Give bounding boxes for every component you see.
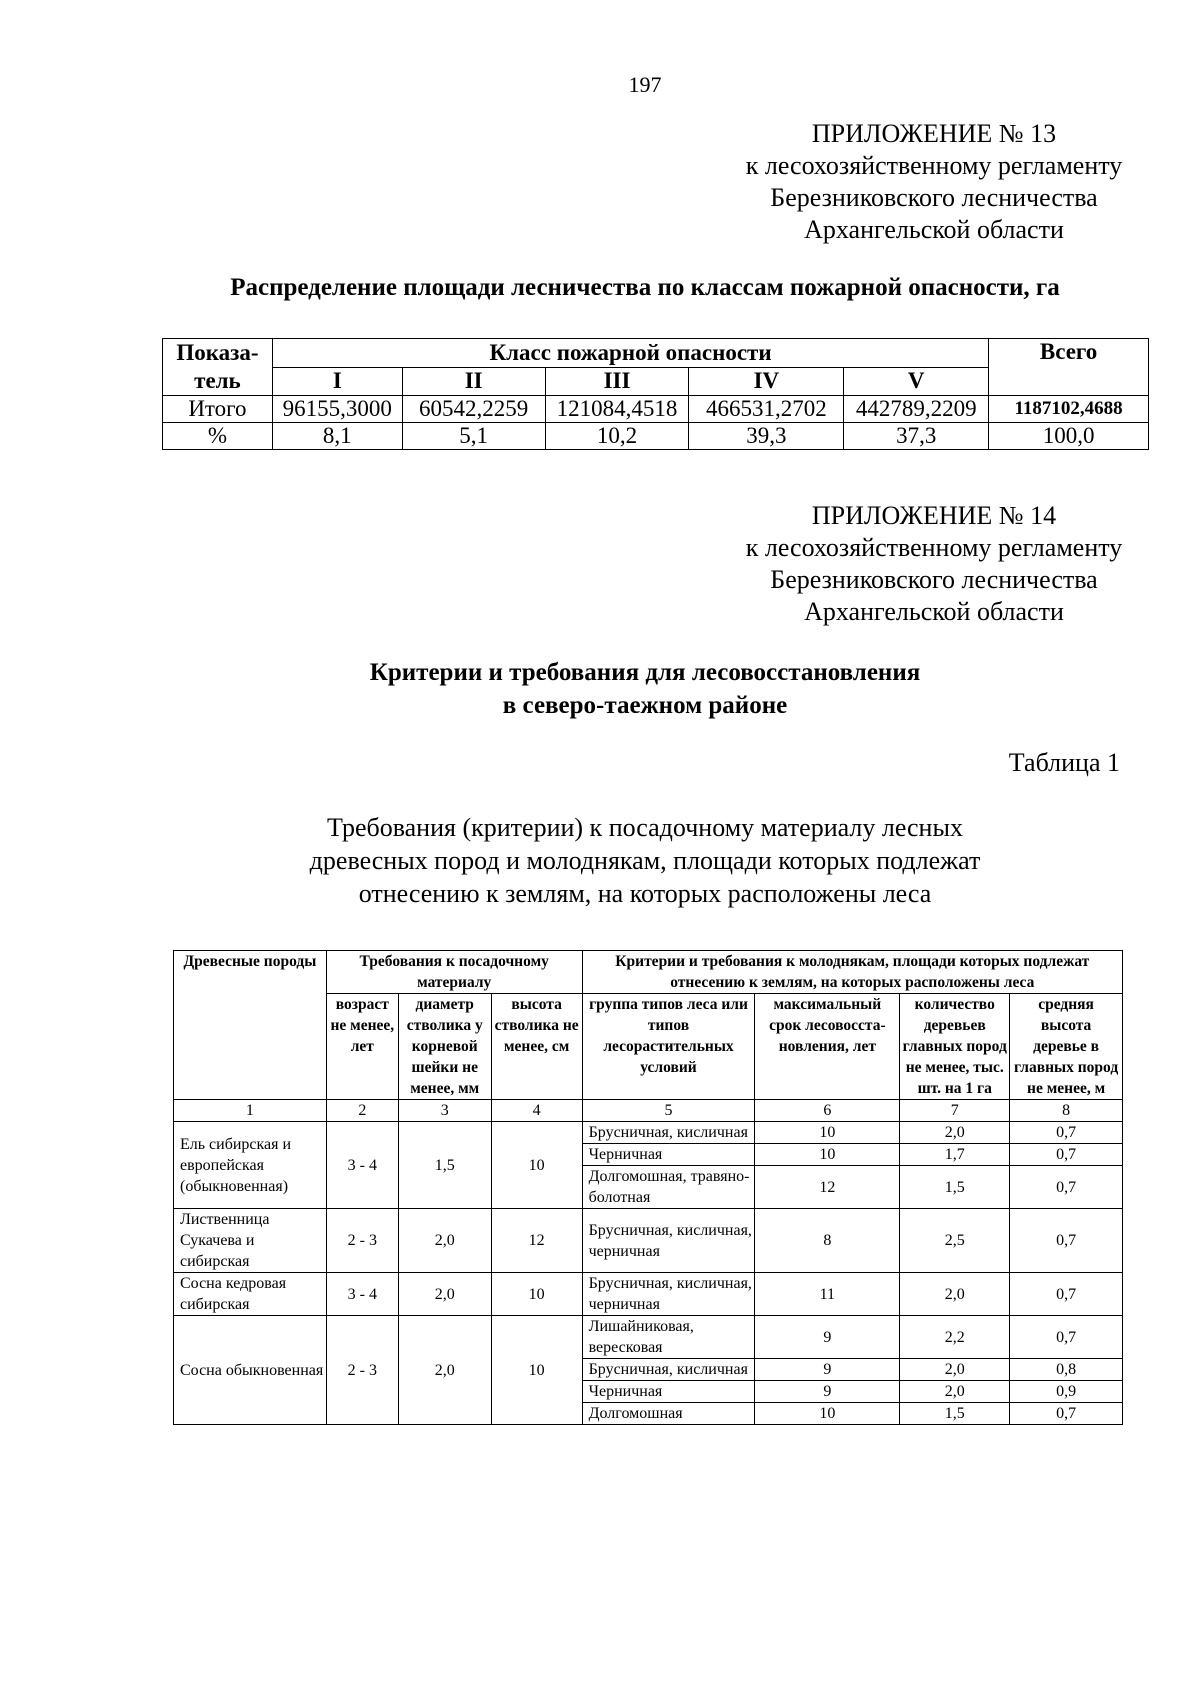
row-label: %: [163, 423, 273, 450]
height-cell: 10: [491, 1122, 582, 1209]
caption-line: древесных пород и молоднякам, площади которых подлежат: [309, 846, 981, 875]
header-max-term: максимальный срок лесовосста-новления, лет: [755, 994, 900, 1100]
height-cell: 10: [491, 1273, 582, 1316]
term-cell: 9: [755, 1359, 900, 1381]
forest-type-cell: Долгомошная, травяно-болотная: [582, 1166, 755, 1209]
count-cell: 2,0: [900, 1359, 1010, 1381]
term-cell: 12: [755, 1166, 900, 1209]
header-forest-type: группа типов леса или типов лесорастительных условий: [582, 994, 755, 1100]
forest-type-cell: Долгомошная: [582, 1403, 755, 1425]
table-cell: 39,3: [689, 423, 844, 450]
header-diameter: диаметр стволика у корневой шейки не менее, мм: [398, 994, 491, 1100]
avg-height-cell: 0,8: [1010, 1359, 1123, 1381]
header-height: высота стволика не менее, см: [491, 994, 582, 1100]
page-number: 197: [628, 72, 662, 97]
term-cell: 8: [755, 1209, 900, 1273]
table-cell: 442789,2209: [844, 396, 989, 423]
avg-height-cell: 0,7: [1010, 1144, 1123, 1166]
class-header: II: [402, 367, 545, 396]
class-header: I: [272, 367, 402, 396]
table-cell: 60542,2259: [402, 396, 545, 423]
avg-height-cell: 0,7: [1010, 1403, 1123, 1425]
avg-height-cell: 0,7: [1010, 1273, 1123, 1316]
column-number: 6: [755, 1100, 900, 1122]
diameter-cell: 1,5: [398, 1122, 491, 1209]
height-cell: 12: [491, 1209, 582, 1273]
count-cell: 2,0: [900, 1122, 1010, 1144]
reforestation-criteria-table: [173, 950, 1123, 1425]
table-cell: 37,3: [844, 423, 989, 450]
appendix-14-line: Архангельской области: [804, 597, 1064, 626]
criteria-title: [0, 656, 1200, 722]
header-species: Древесные породы: [174, 951, 327, 1100]
term-cell: 10: [755, 1403, 900, 1425]
column-number: 8: [1010, 1100, 1123, 1122]
header-age: возраст не менее, лет: [326, 994, 398, 1100]
forest-type-cell: Брусничная, кисличная, черничная: [582, 1209, 755, 1273]
caption-line: отнесению к землям, на которых расположены леса: [358, 879, 932, 908]
species-cell: Ель сибирская и европейская (обыкновенная): [174, 1122, 327, 1209]
count-cell: 2,2: [900, 1316, 1010, 1359]
diameter-cell: 2,0: [398, 1209, 491, 1273]
appendix-13-header: [704, 118, 1164, 246]
count-cell: 2,5: [900, 1209, 1010, 1273]
height-cell: 10: [491, 1316, 582, 1425]
appendix-14-header: [704, 500, 1164, 628]
table-cell: 10,2: [545, 423, 689, 450]
appendix-14-line: ПРИЛОЖЕНИЕ № 14: [811, 501, 1057, 530]
row-label: Итого: [163, 396, 273, 423]
avg-height-cell: 0,7: [1010, 1209, 1123, 1273]
table-cell: 8,1: [272, 423, 402, 450]
forest-type-cell: Черничная: [582, 1144, 755, 1166]
header-planting: Требования к посадочному материалу: [326, 951, 582, 994]
header-total: Всего: [989, 339, 1149, 396]
caption-line: Требования (критерии) к посадочному материалу лесных: [327, 813, 963, 842]
species-cell: Сосна обыкновенная: [174, 1316, 327, 1425]
header-indicator: [163, 339, 273, 396]
class-header: III: [545, 367, 689, 396]
table-cell: 121084,4518: [545, 396, 689, 423]
table-label: Таблица 1: [1008, 748, 1120, 777]
age-cell: 3 - 4: [326, 1122, 398, 1209]
header-fire-class: Класс пожарной опасности: [272, 339, 988, 368]
table2-caption: [0, 811, 1200, 910]
diameter-cell: 2,0: [398, 1316, 491, 1425]
avg-height-cell: 0,7: [1010, 1122, 1123, 1144]
header-indicator-line: Показа-: [176, 340, 259, 365]
table-row: [163, 423, 1149, 450]
table-row: [174, 1122, 1123, 1144]
table-row: [174, 1273, 1123, 1316]
total-cell: 100,0: [989, 423, 1149, 450]
class-header: IV: [689, 367, 844, 396]
age-cell: 2 - 3: [326, 1316, 398, 1425]
appendix-13-line: Березниковского лесничества: [770, 183, 1098, 212]
forest-type-cell: Черничная: [582, 1381, 755, 1403]
count-cell: 2,0: [900, 1273, 1010, 1316]
table-row: [163, 396, 1149, 423]
criteria-title-line: в северо-таежном районе: [502, 692, 788, 719]
column-number: 3: [398, 1100, 491, 1122]
forest-type-cell: Брусничная, кисличная, черничная: [582, 1273, 755, 1316]
total-cell: 1187102,4688: [989, 396, 1149, 423]
avg-height-cell: 0,7: [1010, 1316, 1123, 1359]
appendix-13-line: ПРИЛОЖЕНИЕ № 13: [811, 119, 1057, 148]
table-row: [174, 1209, 1123, 1273]
count-cell: 2,0: [900, 1381, 1010, 1403]
class-header: V: [844, 367, 989, 396]
forest-type-cell: Брусничная, кисличная: [582, 1359, 755, 1381]
avg-height-cell: 0,9: [1010, 1381, 1123, 1403]
column-number: 4: [491, 1100, 582, 1122]
header-indicator-line: тель: [194, 368, 241, 393]
avg-height-cell: 0,7: [1010, 1166, 1123, 1209]
term-cell: 10: [755, 1122, 900, 1144]
table-cell: 96155,3000: [272, 396, 402, 423]
table-cell: 5,1: [402, 423, 545, 450]
species-cell: Лиственница Сукачева и сибирская: [174, 1209, 327, 1273]
column-number: 7: [900, 1100, 1010, 1122]
table-cell: 466531,2702: [689, 396, 844, 423]
age-cell: 3 - 4: [326, 1273, 398, 1316]
appendix-13-line: к лесохозяйственному регламенту: [745, 151, 1123, 180]
species-cell: Сосна кедровая сибирская: [174, 1273, 327, 1316]
count-cell: 1,5: [900, 1403, 1010, 1425]
age-cell: 2 - 3: [326, 1209, 398, 1273]
count-cell: 1,5: [900, 1166, 1010, 1209]
term-cell: 9: [755, 1381, 900, 1403]
header-avg-height: средняя высота деревье в главных пород не менее, м: [1010, 994, 1123, 1100]
diameter-cell: 2,0: [398, 1273, 491, 1316]
appendix-14-line: Березниковского лесничества: [770, 565, 1098, 594]
header-count: количество деревьев главных пород не менее, тыс. шт. на 1 га: [900, 994, 1010, 1100]
table1-title: Распределение площади лесничества по классам пожарной опасности, га: [230, 274, 1060, 301]
header-young-growth: Критерии и требования к молоднякам, площади которых подлежат отнесению к землям, на которых расположены леса: [582, 951, 1122, 994]
term-cell: 10: [755, 1144, 900, 1166]
column-number-row: [174, 1100, 1123, 1122]
criteria-title-line: Критерии и требования для лесовосстановления: [369, 659, 921, 686]
column-number: 2: [326, 1100, 398, 1122]
column-number: 5: [582, 1100, 755, 1122]
forest-type-cell: Брусничная, кисличная: [582, 1122, 755, 1144]
term-cell: 11: [755, 1273, 900, 1316]
term-cell: 9: [755, 1316, 900, 1359]
forest-type-cell: Лишайниковая, вересковая: [582, 1316, 755, 1359]
appendix-14-line: к лесохозяйственному регламенту: [745, 533, 1123, 562]
appendix-13-line: Архангельской области: [804, 215, 1064, 244]
count-cell: 1,7: [900, 1144, 1010, 1166]
table-row: [174, 1316, 1123, 1359]
fire-class-table: [162, 338, 1149, 450]
column-number: 1: [174, 1100, 327, 1122]
